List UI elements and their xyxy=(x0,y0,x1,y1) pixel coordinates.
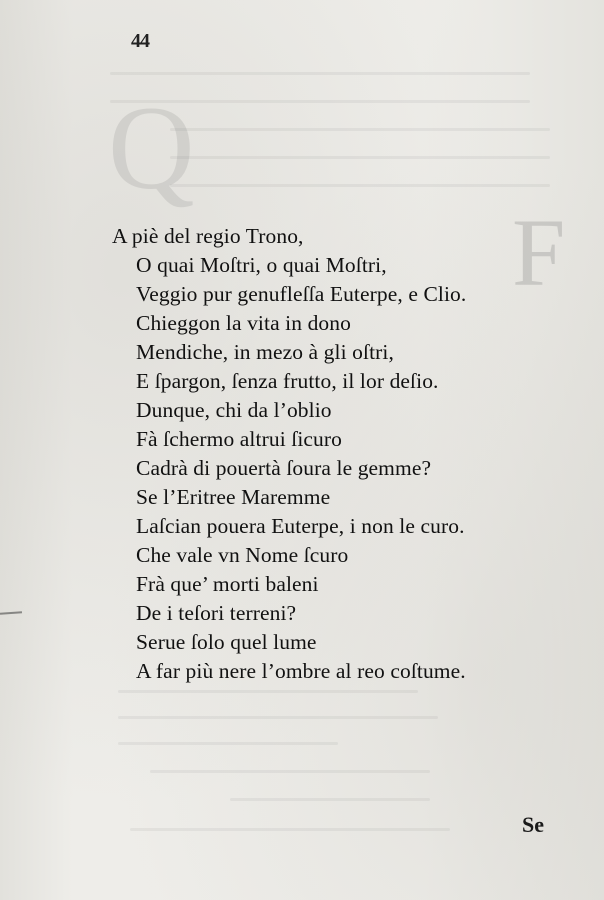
bleed-line xyxy=(118,716,438,719)
verse-line: Dunque, chi da l’oblio xyxy=(136,398,332,422)
page-crease xyxy=(0,611,22,615)
verse-line: Frà que’ morti baleni xyxy=(136,572,319,596)
bleed-line xyxy=(110,100,530,103)
verse-line: Veggio pur genufleſſa Euterpe, e Clio. xyxy=(136,282,467,306)
page-number: 44 xyxy=(131,30,149,52)
verse-line: A piè del regio Trono, xyxy=(112,224,304,248)
verse-line: O quai Moſtri, o quai Moſtri, xyxy=(136,253,387,277)
bleed-initial-f: F xyxy=(512,199,566,306)
verse-line: Se l’Eritree Maremme xyxy=(136,485,331,509)
bleed-line xyxy=(170,156,550,159)
bleed-line xyxy=(170,184,550,187)
verse-line: Che vale vn Nome ſcuro xyxy=(136,543,349,567)
verse-line: Chieggon la vita in dono xyxy=(136,311,351,335)
bleed-line xyxy=(110,72,530,75)
verse-line: Cadrà di pouertà ſoura le gemme? xyxy=(136,456,432,480)
verse-line: E ſpargon, ſenza frutto, il lor deſio. xyxy=(136,369,439,393)
bleed-line xyxy=(130,828,450,831)
bleed-line xyxy=(170,128,550,131)
verse-line: Fà ſchermo altrui ſicuro xyxy=(136,427,342,451)
bleed-line xyxy=(118,742,338,745)
bleed-line xyxy=(230,798,430,801)
bleed-line xyxy=(150,770,430,773)
verse-line: De i teſori terreni? xyxy=(136,601,297,625)
catchword: Se xyxy=(522,812,544,837)
verse-line: Mendiche, in mezo à gli oſtri, xyxy=(136,340,394,364)
verse-line: Serue ſolo quel lume xyxy=(136,630,317,654)
verse-line: A far più nere l’ombre al reo coſtume. xyxy=(136,659,466,683)
bleed-initial-q: Q xyxy=(108,81,195,214)
verse-line: Laſcian pouera Euterpe, i non le curo. xyxy=(136,514,465,538)
bleed-line xyxy=(118,690,418,693)
